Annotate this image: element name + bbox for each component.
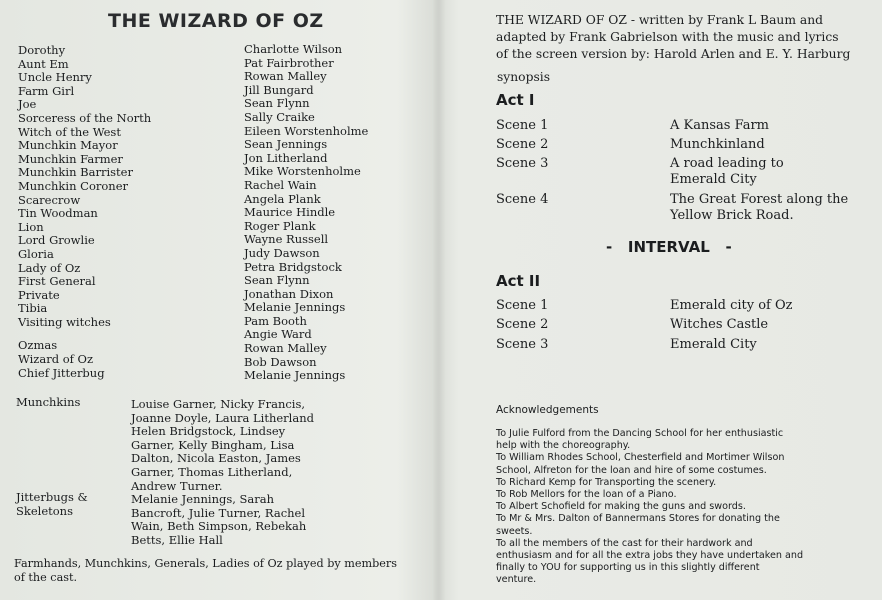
act-1-heading: Act I [496, 91, 535, 109]
jitterbugs-label-line: Jitterbugs & [16, 490, 88, 504]
actor-name: Petra Bridgstock [244, 259, 342, 274]
actor-name: Bob Dawson [244, 354, 317, 369]
role-name: Farm Girl [18, 83, 75, 98]
acknowledgements-heading: Acknowledgements [496, 404, 599, 416]
role-name: Munchkin Coroner [18, 178, 128, 193]
intro-line: of the screen version by: Harold Arlen and E. Y. Harburg [496, 47, 851, 61]
role-name: Lord Growlie [18, 233, 95, 248]
scene-title: The Great Forest along the Yellow Brick Road. [670, 192, 849, 223]
scene-number: Scene 2 [496, 317, 549, 332]
scene-number: Scene 4 [496, 192, 549, 207]
munchkins-names [131, 398, 314, 493]
actor-name: Mike Worstenholme [244, 164, 361, 179]
synopsis-heading: synopsis [497, 70, 551, 84]
ack-line: sweets. [496, 525, 533, 537]
actor-name: Rowan Malley [244, 341, 327, 356]
actor-name: Melanie Jennings [244, 300, 346, 315]
scene-number: Scene 3 [496, 156, 549, 171]
actor-name: Judy Dawson [244, 245, 320, 260]
scene-title: Emerald city of Oz [670, 298, 793, 313]
ack-line: enthusiasm and for all the extra jobs they have undertaken and [496, 550, 804, 562]
munchkins-label: Munchkins [16, 395, 81, 409]
footnote-line: Farmhands, Munchkins, Generals, Ladies of Oz played by members [14, 557, 397, 570]
role-name: Sorceress of the North [18, 110, 152, 125]
actor-name: Rachel Wain [244, 177, 317, 192]
role-name: Munchkin Barrister [18, 165, 133, 180]
actor-name: Wayne Russell [244, 232, 329, 247]
role-name: Tin Woodman [18, 206, 98, 221]
ack-line: finally to YOU for supporting us in this slightly different [496, 562, 760, 574]
role-name: Lady of Oz [18, 260, 81, 275]
jitterbugs-label [16, 491, 88, 518]
names-line: Wain, Beth Simpson, Rebekah [131, 519, 307, 534]
names-line: Bancroft, Julie Turner, Rachel [131, 505, 306, 520]
ack-line: help with the choreography. [496, 440, 631, 452]
role-name: Witch of the West [18, 124, 121, 139]
actor-name: Sean Jennings [244, 137, 328, 152]
ack-line: To Richard Kemp for Transporting the scenery. [496, 476, 717, 488]
names-line: Melanie Jennings, Sarah [131, 492, 275, 506]
names-line: Dalton, Nicola Easton, James [131, 451, 301, 466]
actor-name: Jon Litherland [244, 150, 328, 165]
role-list [18, 44, 151, 380]
role-name: Munchkin Farmer [18, 151, 123, 166]
page-fold [432, 0, 446, 600]
role-name: Private [18, 287, 60, 302]
ack-line: To Albert Schofield for making the guns and swords. [496, 501, 746, 513]
role-name: Tibia [18, 301, 48, 316]
scene-title: Witches Castle [670, 317, 769, 332]
names-line: Louise Garner, Nicky Francis, [131, 397, 306, 411]
names-line: Betts, Ellie Hall [131, 532, 223, 547]
interval-heading: - INTERVAL - [606, 238, 732, 256]
names-line: Helen Bridgstock, Lindsey [131, 424, 286, 439]
actor-list [244, 43, 368, 383]
role-name: First General [18, 274, 96, 289]
names-line: Joanne Doyle, Laura Litherland [131, 410, 314, 425]
ack-line: To all the members of the cast for their hardwork and [496, 537, 753, 549]
role-name: Wizard of Oz [18, 352, 94, 367]
role-name: Joe [18, 97, 37, 112]
acknowledgements-list [496, 428, 872, 587]
scene-number: Scene 2 [496, 137, 549, 152]
role-name: Dorothy [18, 43, 66, 57]
ack-line: To Rob Mellors for the loan of a Piano. [496, 489, 677, 501]
scene-title: A road leading to Emerald City [670, 156, 784, 187]
cast-footnote [14, 557, 414, 584]
actor-name: Maurice Hindle [244, 205, 336, 220]
actor-name: Sean Flynn [244, 96, 310, 111]
actor-name: Rowan Malley [244, 69, 327, 84]
role-name: Scarecrow [18, 192, 81, 207]
actor-name: Melanie Jennings [244, 368, 346, 383]
ack-line: School, Alfreton for the loan and hire of some costumes. [496, 464, 767, 476]
credits-intro [496, 12, 876, 63]
scene-title: Emerald City [670, 337, 757, 352]
role-name: Aunt Em [18, 56, 69, 71]
ack-line: To Mr & Mrs. Dalton of Bannermans Stores for donating the [496, 513, 780, 525]
act-2-heading: Act II [496, 272, 541, 290]
jitterbugs-names [131, 493, 306, 547]
role-name: Visiting witches [18, 314, 111, 329]
scene-number: Scene 1 [496, 118, 549, 133]
intro-line: adapted by Frank Gabrielson with the music and lyrics [496, 30, 839, 44]
actor-name: Angela Plank [244, 191, 321, 206]
names-line: Garner, Kelly Bingham, Lisa [131, 437, 295, 452]
ack-line: To William Rhodes School, Chesterfield and Mortimer Wilson [496, 452, 785, 464]
actor-name: Eileen Worstenholme [244, 123, 369, 138]
actor-name: Pam Booth [244, 313, 307, 328]
actor-name: Angie Ward [244, 327, 312, 342]
role-name: Ozmas [18, 338, 58, 353]
role-name: Chief Jitterbug [18, 365, 105, 380]
actor-name: Jill Bungard [244, 82, 314, 97]
actor-name: Jonathan Dixon [244, 286, 334, 301]
scene-title: Munchkinland [670, 137, 765, 152]
role-name: Uncle Henry [18, 70, 92, 85]
ack-line: To Julie Fulford from the Dancing School for her enthusiastic [496, 428, 784, 439]
actor-name: Charlotte Wilson [244, 42, 343, 56]
names-line: Andrew Turner. [131, 478, 223, 493]
role-name: Lion [18, 219, 44, 234]
actor-name: Sally Craike [244, 109, 315, 124]
jitterbugs-label-line: Skeletons [16, 503, 73, 518]
role-name: Munchkin Mayor [18, 138, 118, 153]
scene-number: Scene 1 [496, 298, 549, 313]
scene-title: A Kansas Farm [670, 118, 770, 133]
actor-name: Sean Flynn [244, 273, 310, 288]
actor-name: Pat Fairbrother [244, 55, 334, 70]
role-name: Gloria [18, 246, 54, 261]
intro-line: THE WIZARD OF OZ - written by Frank L Baum and [496, 13, 824, 27]
names-line: Garner, Thomas Litherland, [131, 464, 293, 479]
scene-number: Scene 3 [496, 337, 549, 352]
cast-title: THE WIZARD OF OZ [108, 10, 324, 32]
actor-name: Roger Plank [244, 218, 316, 233]
footnote-line: of the cast. [14, 570, 78, 584]
ack-line: venture. [496, 574, 537, 586]
